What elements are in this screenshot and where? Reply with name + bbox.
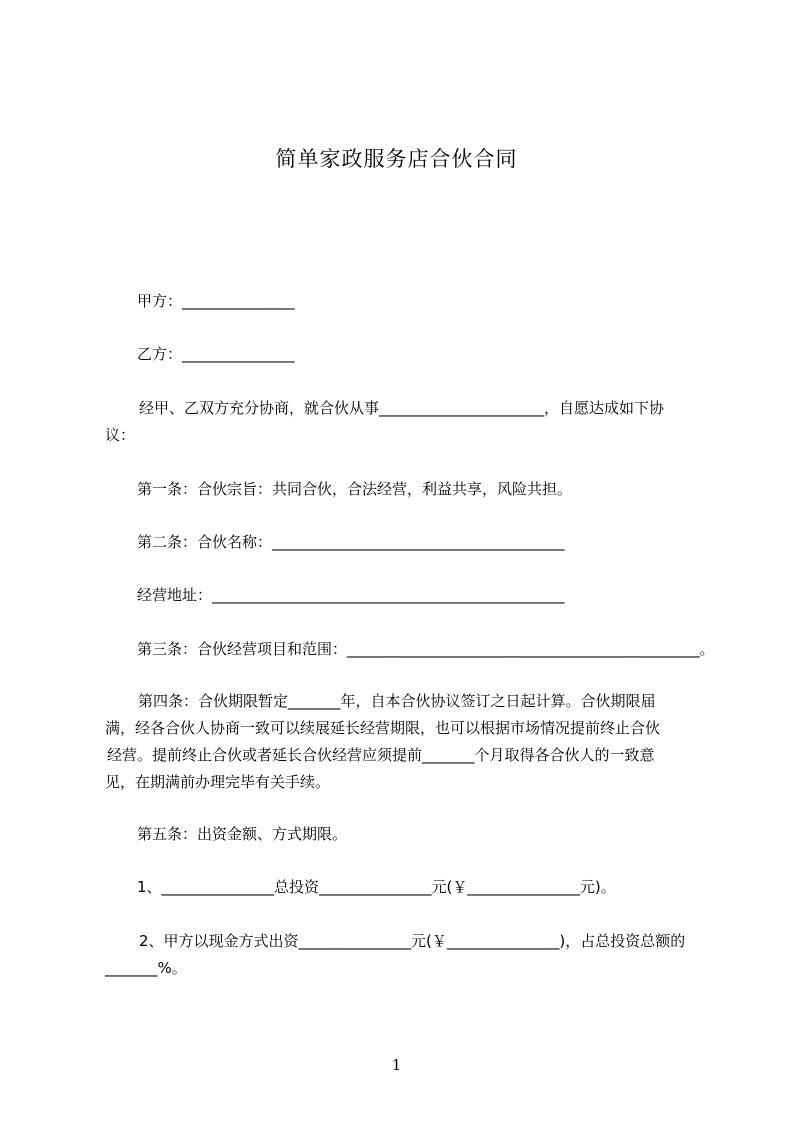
intro-paragraph-line-1: 经甲、乙双方充分协商，就合伙从事______________________，自愿达成如下协 [139, 399, 665, 417]
document-title: 简单家政服务店合伙合同 [275, 147, 518, 171]
article-2-line: 第二条：合伙名称：_______________________________________ [137, 533, 565, 551]
party-b-line: 乙方：_______________ [137, 345, 295, 363]
article-4-line-4: 见，在期满前办理完毕有关手续。 [105, 773, 331, 791]
article-3-line: 第三条：合伙经营项目和范围：_______________________________________________。 [137, 640, 715, 658]
item-2-line-2: _______%。 [105, 959, 187, 977]
article-4-line-2: 满，经各合伙人协商一致可以续展延长经营期限，也可以根据市场情况提前终止合伙 [105, 719, 661, 737]
page-number: 1 [391, 1056, 402, 1074]
party-a-line: 甲方：_______________ [137, 292, 295, 310]
article-4-line-3: 经营。提前终止合伙或者延长合伙经营应须提前_______个月取得各合伙人的一致意 [107, 746, 655, 764]
intro-paragraph-line-2: 议： [105, 426, 136, 444]
item-1-line: 1、_______________总投资_______________元(￥_______________元)。 [137, 878, 616, 896]
article-5-line: 第五条：出资金额、方式期限。 [137, 825, 348, 843]
article-1-line: 第一条：合伙宗旨：共同合伙，合法经营，利益共享，风险共担。 [137, 480, 573, 498]
business-address-line: 经营地址：_______________________________________________ [137, 586, 565, 604]
item-2-line-1: 2、甲方以现金方式出资_______________元(￥_______________)，占总投资总额的 [139, 932, 686, 950]
article-4-line-1: 第四条：合伙期限暂定_______年，自本合伙协议签订之日起计算。合伙期限届 [138, 692, 656, 710]
